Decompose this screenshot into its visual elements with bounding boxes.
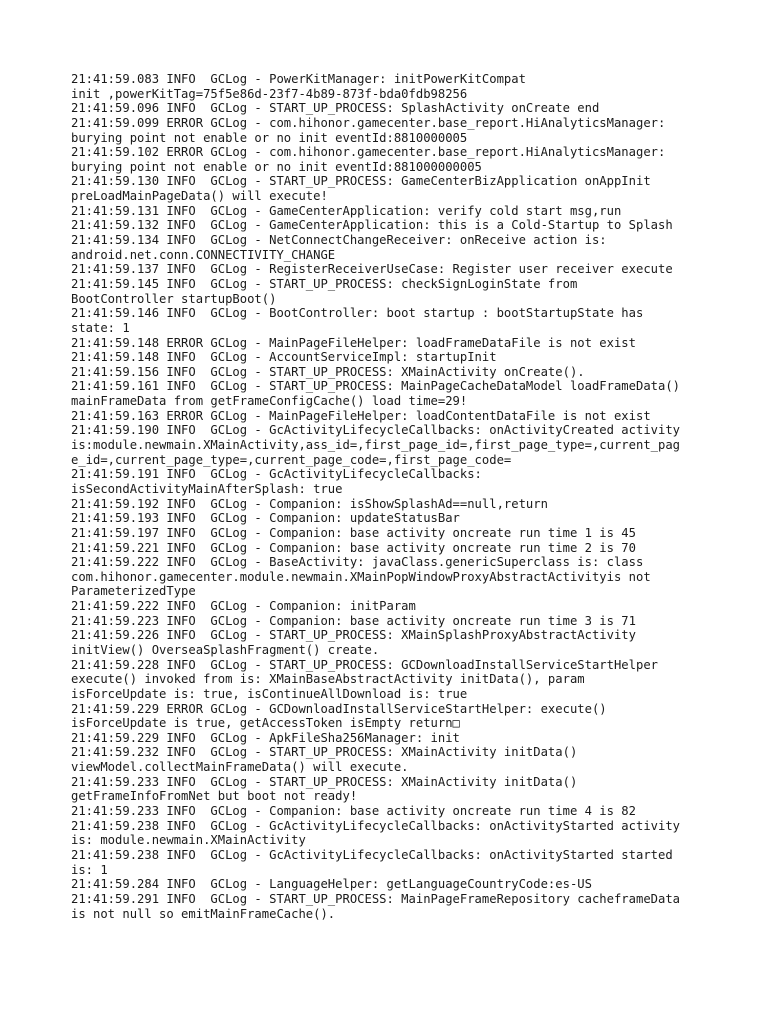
log-line: 21:41:59.232 INFO GCLog - START_UP_PROCESS: XMainActivity initData() bbox=[71, 745, 578, 760]
log-line: is: 1 bbox=[71, 862, 108, 877]
log-line: 21:41:59.233 INFO GCLog - Companion: base activity oncreate run time 4 is 82 bbox=[71, 804, 636, 819]
log-line: getFrameInfoFromNet but boot not ready! bbox=[71, 789, 358, 804]
log-line: 21:41:59.131 INFO GCLog - GameCenterApplication: verify cold start msg,run bbox=[71, 203, 622, 218]
log-line: 21:41:59.137 INFO GCLog - RegisterReceiverUseCase: Register user receiver execute bbox=[71, 262, 673, 277]
log-line: 21:41:59.099 ERROR GCLog - com.hihonor.gamecenter.base_report.HiAnalyticsManager: bbox=[71, 115, 666, 130]
log-line: 21:41:59.156 INFO GCLog - START_UP_PROCESS: XMainActivity onCreate(). bbox=[71, 364, 585, 379]
log-line: BootController startupBoot() bbox=[71, 291, 277, 306]
log-line: isForceUpdate is true, getAccessToken isEmpty return□ bbox=[71, 716, 460, 731]
log-line: 21:41:59.096 INFO GCLog - START_UP_PROCESS: SplashActivity onCreate end bbox=[71, 101, 600, 116]
log-line: preLoadMainPageData() will execute! bbox=[71, 189, 328, 204]
log-line: 21:41:59.145 INFO GCLog - START_UP_PROCESS: checkSignLoginState from bbox=[71, 276, 578, 291]
log-line: mainFrameData from getFrameConfigCache() load time=29! bbox=[71, 394, 468, 409]
log-line: 21:41:59.197 INFO GCLog - Companion: base activity oncreate run time 1 is 45 bbox=[71, 525, 636, 540]
log-line: 21:41:59.134 INFO GCLog - NetConnectChangeReceiver: onReceive action is: bbox=[71, 233, 607, 248]
log-line: 21:41:59.291 INFO GCLog - START_UP_PROCESS: MainPageFrameRepository cacheframeData bbox=[71, 891, 681, 906]
log-line: 21:41:59.221 INFO GCLog - Companion: base activity oncreate run time 2 is 70 bbox=[71, 540, 636, 555]
log-line: 21:41:59.233 INFO GCLog - START_UP_PROCESS: XMainActivity initData() bbox=[71, 774, 578, 789]
log-line: com.hihonor.gamecenter.module.newmain.XMainPopWindowProxyAbstractActivityis not bbox=[71, 569, 651, 584]
log-line: 21:41:59.161 INFO GCLog - START_UP_PROCESS: MainPageCacheDataModel loadFrameData() bbox=[71, 379, 681, 394]
log-document bbox=[71, 72, 703, 921]
log-line: 21:41:59.102 ERROR GCLog - com.hihonor.gamecenter.base_report.HiAnalyticsManager: bbox=[71, 145, 666, 160]
log-line: e_id=,current_page_type=,current_page_code=,first_page_code= bbox=[71, 452, 512, 467]
log-line: burying point not enable or no init eventId:8810000005 bbox=[71, 130, 468, 145]
log-line: is: module.newmain.XMainActivity bbox=[71, 833, 306, 848]
log-line: 21:41:59.083 INFO GCLog - PowerKitManager: initPowerKitCompat bbox=[71, 72, 526, 86]
log-line: isSecondActivityMainAfterSplash: true bbox=[71, 481, 343, 496]
log-line: isForceUpdate is: true, isContinueAllDownload is: true bbox=[71, 686, 468, 701]
log-line: burying point not enable or no init eventId:881000000005 bbox=[71, 159, 482, 174]
log-line: ParameterizedType bbox=[71, 584, 196, 599]
log-line: 21:41:59.223 INFO GCLog - Companion: base activity oncreate run time 3 is 71 bbox=[71, 613, 636, 628]
log-line: 21:41:59.238 INFO GCLog - GcActivityLifecycleCallbacks: onActivityStarted started bbox=[71, 847, 673, 862]
log-line: android.net.conn.CONNECTIVITY_CHANGE bbox=[71, 247, 336, 262]
log-line: 21:41:59.228 INFO GCLog - START_UP_PROCESS: GCDownloadInstallServiceStartHelper bbox=[71, 657, 658, 672]
log-line: initView() OverseaSplashFragment() create. bbox=[71, 642, 380, 657]
log-line: 21:41:59.148 INFO GCLog - AccountServiceImpl: startupInit bbox=[71, 350, 497, 365]
log-line: 21:41:59.229 INFO GCLog - ApkFileSha256Manager: init bbox=[71, 730, 460, 745]
log-line: is not null so emitMainFrameCache(). bbox=[71, 906, 336, 921]
log-line: 21:41:59.130 INFO GCLog - START_UP_PROCESS: GameCenterBizApplication onAppInit bbox=[71, 174, 651, 189]
log-line: is:module.newmain.XMainActivity,ass_id=,first_page_id=,first_page_type=,current_pag bbox=[71, 438, 681, 453]
log-line: 21:41:59.132 INFO GCLog - GameCenterApplication: this is a Cold-Startup to Splash bbox=[71, 218, 673, 233]
log-line: viewModel.collectMainFrameData() will execute. bbox=[71, 760, 409, 775]
log-line: 21:41:59.191 INFO GCLog - GcActivityLifecycleCallbacks: bbox=[71, 467, 482, 482]
log-line: 21:41:59.238 INFO GCLog - GcActivityLifecycleCallbacks: onActivityStarted activity bbox=[71, 818, 681, 833]
log-line: execute() invoked from is: XMainBaseAbstractActivity initData(), param bbox=[71, 672, 585, 687]
log-line: 21:41:59.226 INFO GCLog - START_UP_PROCESS: XMainSplashProxyAbstractActivity bbox=[71, 628, 636, 643]
log-line: 21:41:59.148 ERROR GCLog - MainPageFileHelper: loadFrameDataFile is not exist bbox=[71, 335, 636, 350]
log-line: 21:41:59.284 INFO GCLog - LanguageHelper: getLanguageCountryCode:es-US bbox=[71, 877, 592, 892]
log-line: 21:41:59.222 INFO GCLog - Companion: initParam bbox=[71, 599, 416, 614]
log-line: init ,powerKitTag=75f5e86d-23f7-4b89-873f-bda0fdb98256 bbox=[71, 86, 468, 101]
log-line: 21:41:59.193 INFO GCLog - Companion: updateStatusBar bbox=[71, 511, 460, 526]
log-line: 21:41:59.163 ERROR GCLog - MainPageFileHelper: loadContentDataFile is not exist bbox=[71, 408, 651, 423]
log-line: 21:41:59.222 INFO GCLog - BaseActivity: javaClass.genericSuperclass is: class bbox=[71, 555, 644, 570]
log-line: 21:41:59.146 INFO GCLog - BootController: boot startup : bootStartupState has bbox=[71, 306, 644, 321]
log-line: 21:41:59.229 ERROR GCLog - GCDownloadInstallServiceStartHelper: execute() bbox=[71, 701, 607, 716]
log-line: 21:41:59.192 INFO GCLog - Companion: isShowSplashAd==null,return bbox=[71, 496, 548, 511]
log-line: state: 1 bbox=[71, 320, 130, 335]
log-line: 21:41:59.190 INFO GCLog - GcActivityLifecycleCallbacks: onActivityCreated activity bbox=[71, 423, 681, 438]
